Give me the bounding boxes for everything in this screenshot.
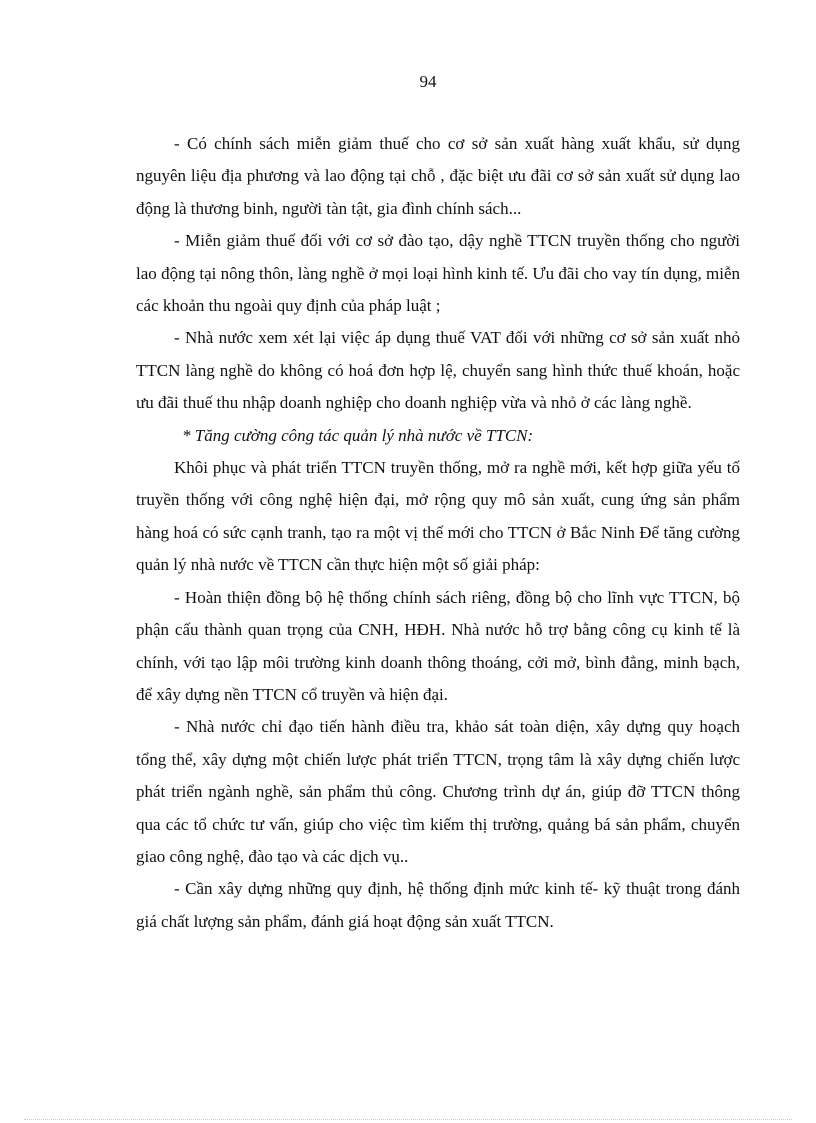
page-bottom-divider (24, 1119, 792, 1120)
paragraph-restore-develop: Khôi phục và phát triển TTCN truyền thống, mở ra nghề mới, kết hợp giữa yếu tố truyền thống với công nghệ hiện đại, mở rộng quy mô sản xuất, cung ứng sản phẩm hàng hoá có sức cạnh tranh, tạo ra một vị thế mới cho TTCN ở Bắc Ninh Để tăng cường quản lý nhà nước về TTCN cần thực hiện một số giải pháp: (136, 458, 740, 575)
paragraph-tax-exemption-export: - Có chính sách miễn giảm thuế cho cơ sở sản xuất hàng xuất khẩu, sử dụng nguyên liệu địa phương và lao động tại chỗ , đặc biệt ưu đãi cơ sở sản xuất sử dụng lao động là thương binh, người tàn tật, gia đình chính sách... (136, 134, 740, 218)
document-body (136, 128, 740, 938)
paragraph-policy-system: - Hoàn thiện đồng bộ hệ thống chính sách riêng, đồng bộ cho lĩnh vực TTCN, bộ phận cấu thành quan trọng của CNH, HĐH. Nhà nước hỗ trợ bằng công cụ kinh tế là chính, với tạo lập môi trường kinh doanh thông thoáng, cởi mở, bình đẳng, minh bạch, để xây dựng nền TTCN cổ truyền và hiện đại. (136, 587, 740, 704)
paragraph-survey-planning: - Nhà nước chỉ đạo tiến hành điều tra, khảo sát toàn diện, xây dựng quy hoạch tổng thể, xây dựng một chiến lược phát triển TTCN, trọng tâm là xây dựng chiến lược phát triển ngành nghề, sản phẩm thủ công. Chương trình dự án, giúp đỡ TTCN thông qua các tổ chức tư vấn, giúp cho việc tìm kiếm thị trường, quảng bá sản phẩm, chuyển giao công nghệ, đào tạo và các dịch vụ.. (136, 717, 740, 866)
section-heading-state-management: * Tăng cường công tác quản lý nhà nước về TTCN: (182, 425, 534, 445)
page-number: 94 (419, 72, 437, 91)
paragraph-technical-norms: - Cần xây dựng những quy định, hệ thống định mức kinh tế- kỹ thuật trong đánh giá chất lượng sản phẩm, đánh giá hoạt động sản xuất TTCN. (136, 879, 740, 931)
paragraph-tax-exemption-training: - Miễn giảm thuế đối với cơ sở đào tạo, dậy nghề TTCN truyền thống cho người lao động tại nông thôn, làng nghề ở mọi loại hình kinh tế. Ưu đãi cho vay tín dụng, miễn các khoản thu ngoài quy định của pháp luật ; (136, 231, 740, 316)
paragraph-vat-review: - Nhà nước xem xét lại việc áp dụng thuế VAT đối với những cơ sở sản xuất nhỏ TTCN làng nghề do không có hoá đơn hợp lệ, chuyển sang hình thức thuế khoán, hoặc ưu đãi thuế thu nhập doanh nghiệp cho doanh nghiệp vừa và nhỏ ở các làng nghề. (136, 328, 740, 413)
